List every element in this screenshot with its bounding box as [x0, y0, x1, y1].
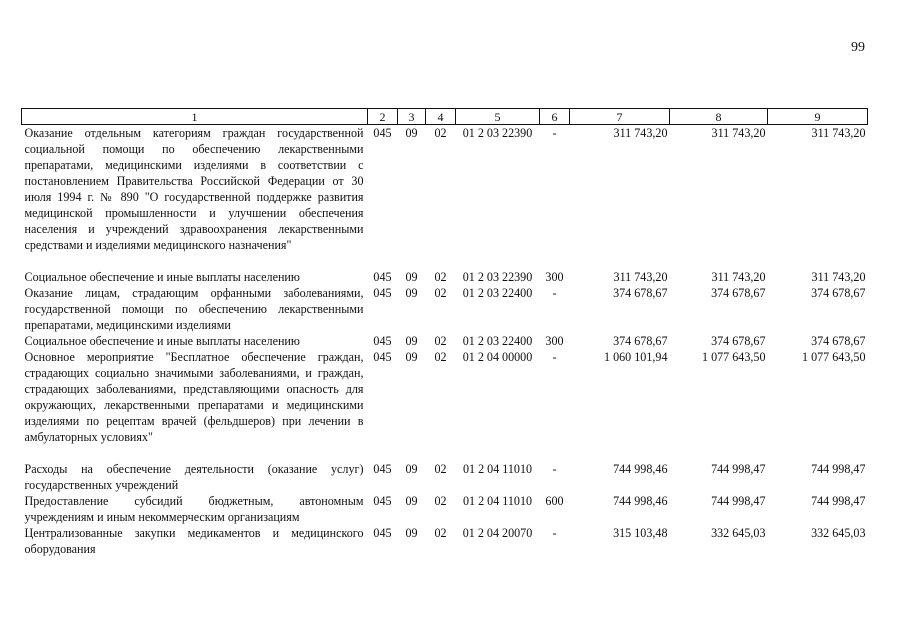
row-amount-col8: 744 998,47 [711, 494, 766, 508]
table-row [22, 493, 868, 525]
row-amount-col8: 374 678,67 [711, 286, 766, 300]
row-amount-col9: 311 743,20 [811, 126, 866, 140]
table-header [22, 109, 868, 125]
table-row [22, 525, 868, 557]
row-target-code: 01 2 03 22390 [462, 270, 533, 284]
row-name: Оказание лицам, страдающим орфанными заболеваниями, государственной помощи по обеспечению лекарственными препаратами, медицинскими изделиями [24, 286, 364, 332]
row-expense-type: - [552, 350, 557, 364]
row-subsection-code: 02 [434, 286, 447, 300]
row-amount-col9: 744 998,47 [811, 462, 866, 476]
row-expense-type: 300 [545, 270, 564, 284]
row-ministry-code: 045 [373, 286, 392, 300]
row-amount-col7: 1 060 101,94 [604, 350, 668, 364]
row-name: Основное мероприятие "Бесплатное обеспечение граждан, страдающих социально значимыми заболеваниями, и граждан, страдающих заболеваниями, представляющими опасность для окружающих, лекарственными препаратами и медицинскими изделиями по рецептам врачей (фельдшеров) при лечении в амбулаторных условиях" [24, 350, 364, 444]
row-section-code: 09 [405, 126, 418, 140]
row-amount-col9: 1 077 643,50 [802, 350, 866, 364]
header-cell-2: 2 [368, 109, 398, 125]
table-body [22, 125, 868, 558]
row-expense-type: - [552, 462, 557, 476]
row-amount-col9: 374 678,67 [811, 286, 866, 300]
row-amount-col9: 332 645,03 [811, 526, 866, 540]
row-section-code: 09 [405, 270, 418, 284]
row-section-code: 09 [405, 286, 418, 300]
row-amount-col9: 311 743,20 [811, 270, 866, 284]
row-ministry-code: 045 [373, 462, 392, 476]
table-row [22, 125, 868, 270]
row-expense-type: - [552, 126, 557, 140]
row-subsection-code: 02 [434, 526, 447, 540]
header-cell-8: 8 [670, 109, 768, 125]
table-row [22, 461, 868, 493]
row-subsection-code: 02 [434, 462, 447, 476]
row-target-code: 01 2 04 11010 [462, 494, 533, 508]
header-cell-5: 5 [456, 109, 540, 125]
row-ministry-code: 045 [373, 270, 392, 284]
row-section-code: 09 [405, 334, 418, 348]
table-row [22, 333, 868, 349]
row-ministry-code: 045 [373, 334, 392, 348]
row-name: Централизованные закупки медикаментов и медицинского оборудования [24, 526, 364, 556]
row-amount-col8: 311 743,20 [711, 270, 766, 284]
row-amount-col7: 744 998,46 [613, 462, 668, 476]
row-expense-type: 300 [545, 334, 564, 348]
budget-table [21, 108, 868, 557]
row-amount-col8: 744 998,47 [711, 462, 766, 476]
row-expense-type: 600 [545, 494, 564, 508]
row-expense-type: - [552, 286, 557, 300]
row-ministry-code: 045 [373, 526, 392, 540]
row-name: Социальное обеспечение и иные выплаты населению [24, 270, 300, 284]
row-subsection-code: 02 [434, 270, 447, 284]
row-ministry-code: 045 [373, 126, 392, 140]
row-amount-col9: 744 998,47 [811, 494, 866, 508]
row-amount-col7: 315 103,48 [613, 526, 668, 540]
row-subsection-code: 02 [434, 494, 447, 508]
row-subsection-code: 02 [434, 126, 447, 140]
row-section-code: 09 [405, 494, 418, 508]
header-cell-7: 7 [570, 109, 670, 125]
header-cell-3: 3 [398, 109, 426, 125]
row-amount-col7: 311 743,20 [613, 126, 668, 140]
header-cell-4: 4 [426, 109, 456, 125]
row-subsection-code: 02 [434, 350, 447, 364]
row-target-code: 01 2 03 22400 [462, 286, 533, 300]
row-amount-col8: 311 743,20 [711, 126, 766, 140]
row-name: Социальное обеспечение и иные выплаты населению [24, 334, 300, 348]
row-target-code: 01 2 03 22390 [462, 126, 533, 140]
budget-table-container [21, 108, 867, 557]
row-ministry-code: 045 [373, 494, 392, 508]
row-target-code: 01 2 04 00000 [462, 350, 533, 364]
row-section-code: 09 [405, 526, 418, 540]
row-target-code: 01 2 04 20070 [462, 526, 533, 540]
header-cell-1: 1 [22, 109, 368, 125]
table-row [22, 269, 868, 285]
row-amount-col9: 374 678,67 [811, 334, 866, 348]
row-amount-col7: 744 998,46 [613, 494, 668, 508]
row-subsection-code: 02 [434, 334, 447, 348]
row-amount-col8: 332 645,03 [711, 526, 766, 540]
row-amount-col7: 311 743,20 [613, 270, 668, 284]
row-amount-col8: 374 678,67 [711, 334, 766, 348]
row-ministry-code: 045 [373, 350, 392, 364]
table-row [22, 285, 868, 333]
row-amount-col8: 1 077 643,50 [702, 350, 766, 364]
header-row [22, 109, 868, 125]
page-number: 99 [851, 40, 865, 55]
row-section-code: 09 [405, 462, 418, 476]
row-name: Расходы на обеспечение деятельности (оказание услуг) государственных учреждений [24, 462, 364, 492]
header-cell-6: 6 [540, 109, 570, 125]
row-amount-col7: 374 678,67 [613, 334, 668, 348]
row-name: Оказание отдельным категориям граждан государственной социальной помощи по обеспечению лекарственными препаратами, медицинскими изделиями в соответствии с постановлением Правительства Российской Федерации от 30 июля 1994 г. № 890 "О государственной поддержке развития медицинской промышленности и улучшении обеспечения населения и учреждений здравоохранения лекарственными средствами и изделиями медицинского назначения" [24, 126, 364, 252]
row-target-code: 01 2 04 11010 [462, 462, 533, 476]
header-cell-9: 9 [768, 109, 868, 125]
row-name: Предоставление субсидий бюджетным, автономным учреждениям и иным некоммерческим организациям [24, 494, 364, 524]
row-expense-type: - [552, 526, 557, 540]
row-target-code: 01 2 03 22400 [462, 334, 533, 348]
row-amount-col7: 374 678,67 [613, 286, 668, 300]
table-row [22, 349, 868, 461]
row-section-code: 09 [405, 350, 418, 364]
